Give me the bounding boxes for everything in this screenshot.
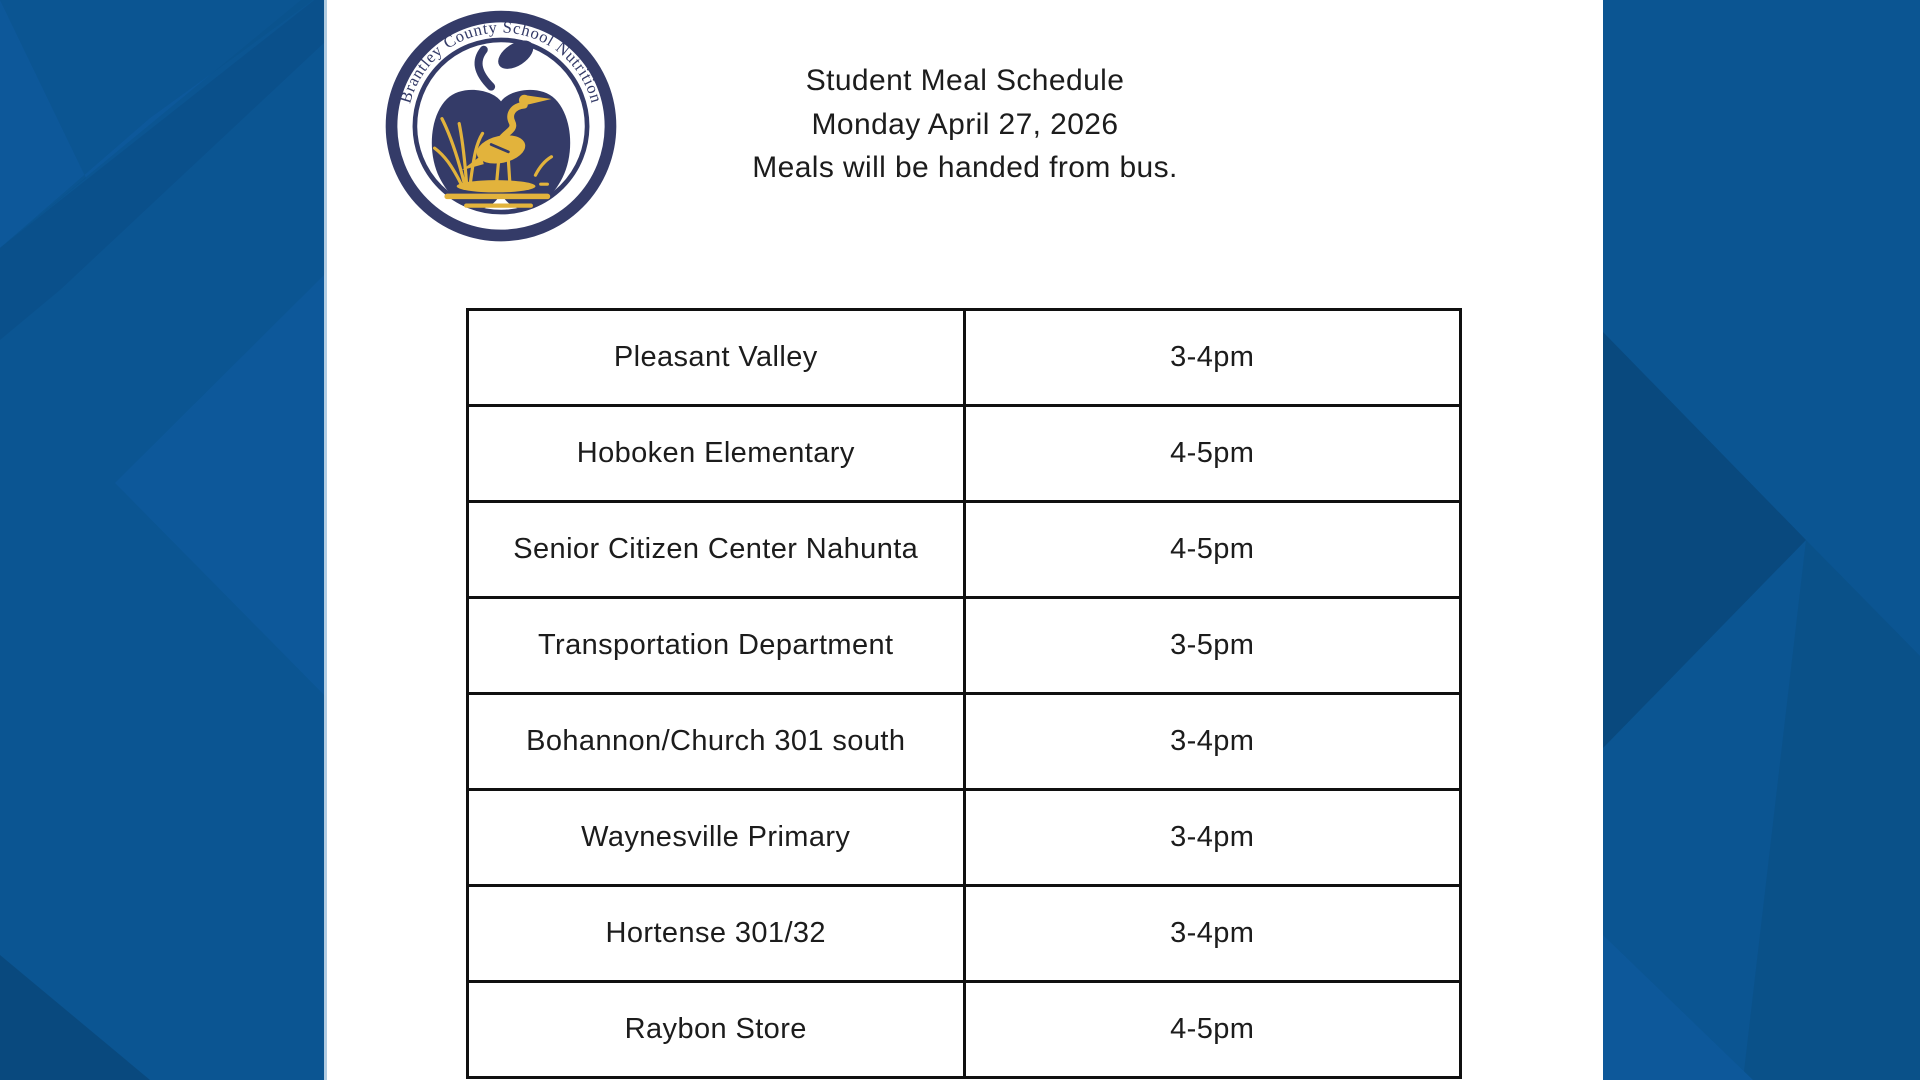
table-row	[468, 310, 1461, 406]
location-cell: Raybon Store	[468, 982, 965, 1078]
right-blue-band	[1603, 0, 1920, 1080]
schedule-date: Monday April 27, 2026	[811, 107, 1119, 141]
location-cell: Waynesville Primary	[468, 790, 965, 886]
time-cell: 4-5pm	[964, 406, 1461, 502]
time-cell: 3-4pm	[964, 790, 1461, 886]
location-cell: Senior Citizen Center Nahunta	[468, 502, 965, 598]
schedule-table-body	[468, 310, 1461, 1078]
table-row	[468, 694, 1461, 790]
location-cell: Hoboken Elementary	[468, 406, 965, 502]
time-cell: 3-4pm	[964, 886, 1461, 982]
table-row	[468, 886, 1461, 982]
schedule-table	[466, 308, 1462, 1079]
schedule-note: Meals will be handed from bus.	[752, 151, 1178, 184]
table-row	[468, 790, 1461, 886]
location-cell: Hortense 301/32	[468, 886, 965, 982]
location-cell: Bohannon/Church 301 south	[468, 694, 965, 790]
table-row	[468, 502, 1461, 598]
time-cell: 4-5pm	[964, 502, 1461, 598]
left-blue-band	[0, 0, 327, 1080]
table-row	[468, 598, 1461, 694]
location-cell: Transportation Department	[468, 598, 965, 694]
header	[327, 59, 1603, 190]
time-cell: 3-4pm	[964, 310, 1461, 406]
time-cell: 4-5pm	[964, 982, 1461, 1078]
table-row	[468, 406, 1461, 502]
logo-ring-text: Brantley County School Nutrition	[395, 17, 607, 106]
location-cell: Pleasant Valley	[468, 310, 965, 406]
time-cell: 3-4pm	[964, 694, 1461, 790]
left-band-chevron-pattern	[0, 0, 327, 1080]
time-cell: 3-5pm	[964, 598, 1461, 694]
page-title: Student Meal Schedule	[805, 64, 1125, 97]
right-band-chevron-pattern	[1603, 0, 1920, 1080]
table-row	[468, 982, 1461, 1078]
